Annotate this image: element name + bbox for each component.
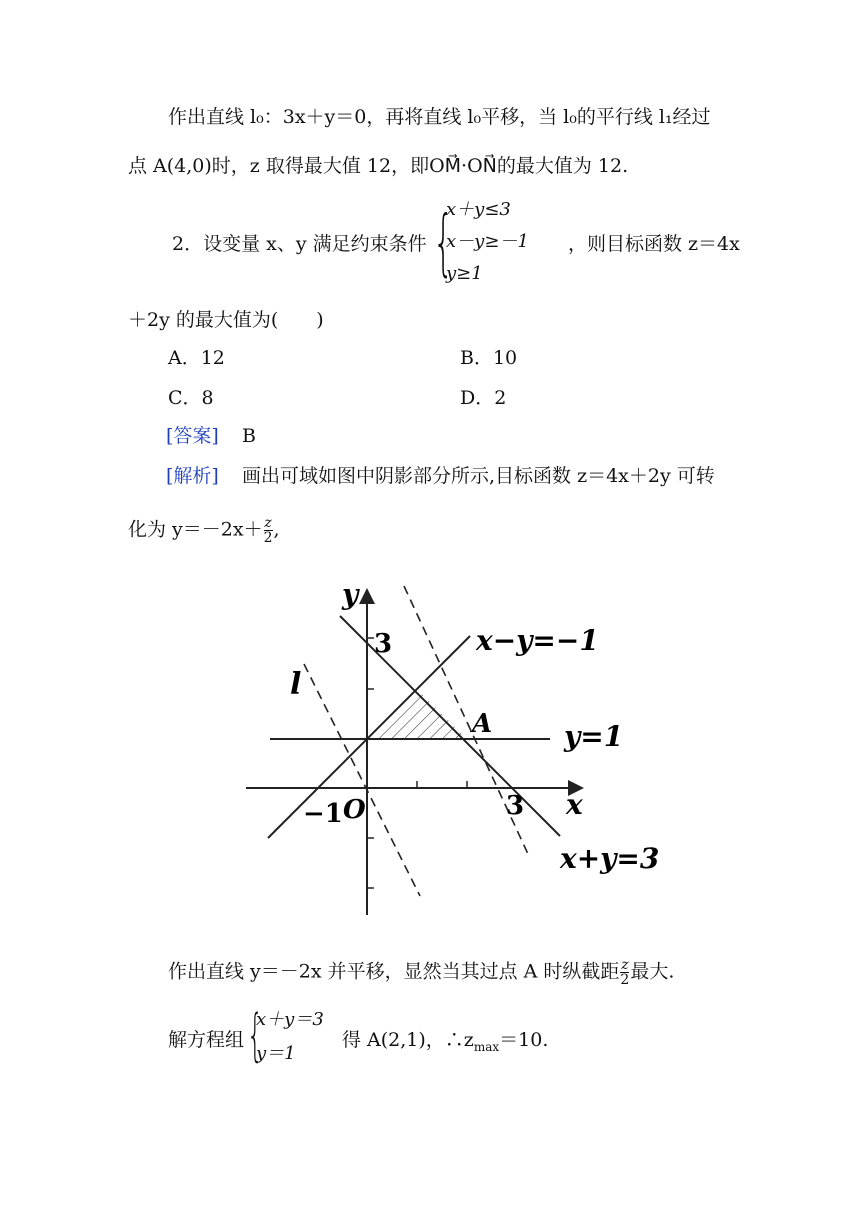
fraction-denominator: 2 (620, 972, 630, 988)
fraction (620, 958, 629, 987)
solve-result (342, 1028, 548, 1054)
origin-label: O (343, 795, 366, 825)
x-axis-label: x (566, 788, 583, 821)
paragraph-line: 点 A(4,0)时，z 取得最大值 12，即OM⃗·ON⃗的最大值为 12. (128, 155, 629, 177)
equation-line: y＝1 (256, 1043, 296, 1064)
question-prefix: 2．设变量 x、y 满足约束条件 (172, 233, 427, 255)
solve-end: ＝10. (499, 1029, 549, 1051)
choice-c: C．8 (168, 387, 214, 409)
choice-a: A．12 (168, 347, 225, 369)
brace-icon: { (433, 200, 454, 284)
choice-b: B．10 (460, 347, 518, 369)
feasible-region (367, 689, 467, 739)
constraint-line: x－y≥－1 (446, 231, 529, 252)
line-label-x-plus-y: x+y=3 (560, 842, 660, 875)
constraint-line: y≥1 (446, 263, 483, 284)
fraction-denominator: 2 (263, 530, 273, 546)
brace-icon: { (247, 1003, 264, 1068)
explanation-line (168, 958, 674, 987)
equation-line: x＋y＝3 (256, 1009, 324, 1030)
analysis-line (128, 516, 280, 545)
answer-value: B (242, 425, 256, 447)
tick-label-3-y: 3 (374, 629, 393, 659)
line-label-y-equals-1: y=1 (564, 720, 624, 753)
y-axis-label: y (342, 578, 359, 611)
question-suffix: ，则目标函数 z＝4x (568, 233, 740, 255)
tick-label-neg1: −1 (303, 799, 343, 829)
analysis-line-prefix: 化为 y＝－2x＋ (128, 518, 263, 541)
choice-d: D．2 (460, 387, 507, 409)
line-label-x-minus-y: x−y=−1 (476, 624, 599, 657)
paragraph-line: 作出直线 l₀：3x＋y＝0，再将直线 l₀平移，当 l₀的平行线 l₁经过 (168, 106, 711, 128)
explanation-suffix: 最大. (630, 960, 675, 983)
feasible-region-figure (0, 570, 860, 930)
constraint-line: x＋y≤3 (446, 199, 511, 220)
point-a-label: A (472, 709, 493, 739)
analysis-line: 画出可域如图中阴影部分所示,目标函数 z＝4x＋2y 可转 (242, 465, 715, 487)
tick-label-3-x: 3 (506, 791, 525, 821)
fraction (264, 516, 273, 545)
analysis-tag: [解析] (166, 465, 219, 487)
analysis-line-suffix: , (273, 518, 280, 541)
solve-prefix: 解方程组 (168, 1029, 245, 1051)
explanation-prefix: 作出直线 y＝－2x 并平移，显然当其过点 A 时纵截距 (168, 960, 620, 983)
fraction-numerator: z (264, 515, 272, 531)
answer-tag: [答案] (166, 425, 219, 447)
fraction-numerator: z (621, 957, 629, 973)
solve-subscript: max (473, 1040, 500, 1054)
line-l-label: l (290, 667, 302, 702)
question-line: ＋2y 的最大值为( ) (128, 309, 324, 331)
dashed-line-l (304, 664, 420, 896)
solve-suffix: 得 A(2,1)，∴z (342, 1029, 474, 1051)
